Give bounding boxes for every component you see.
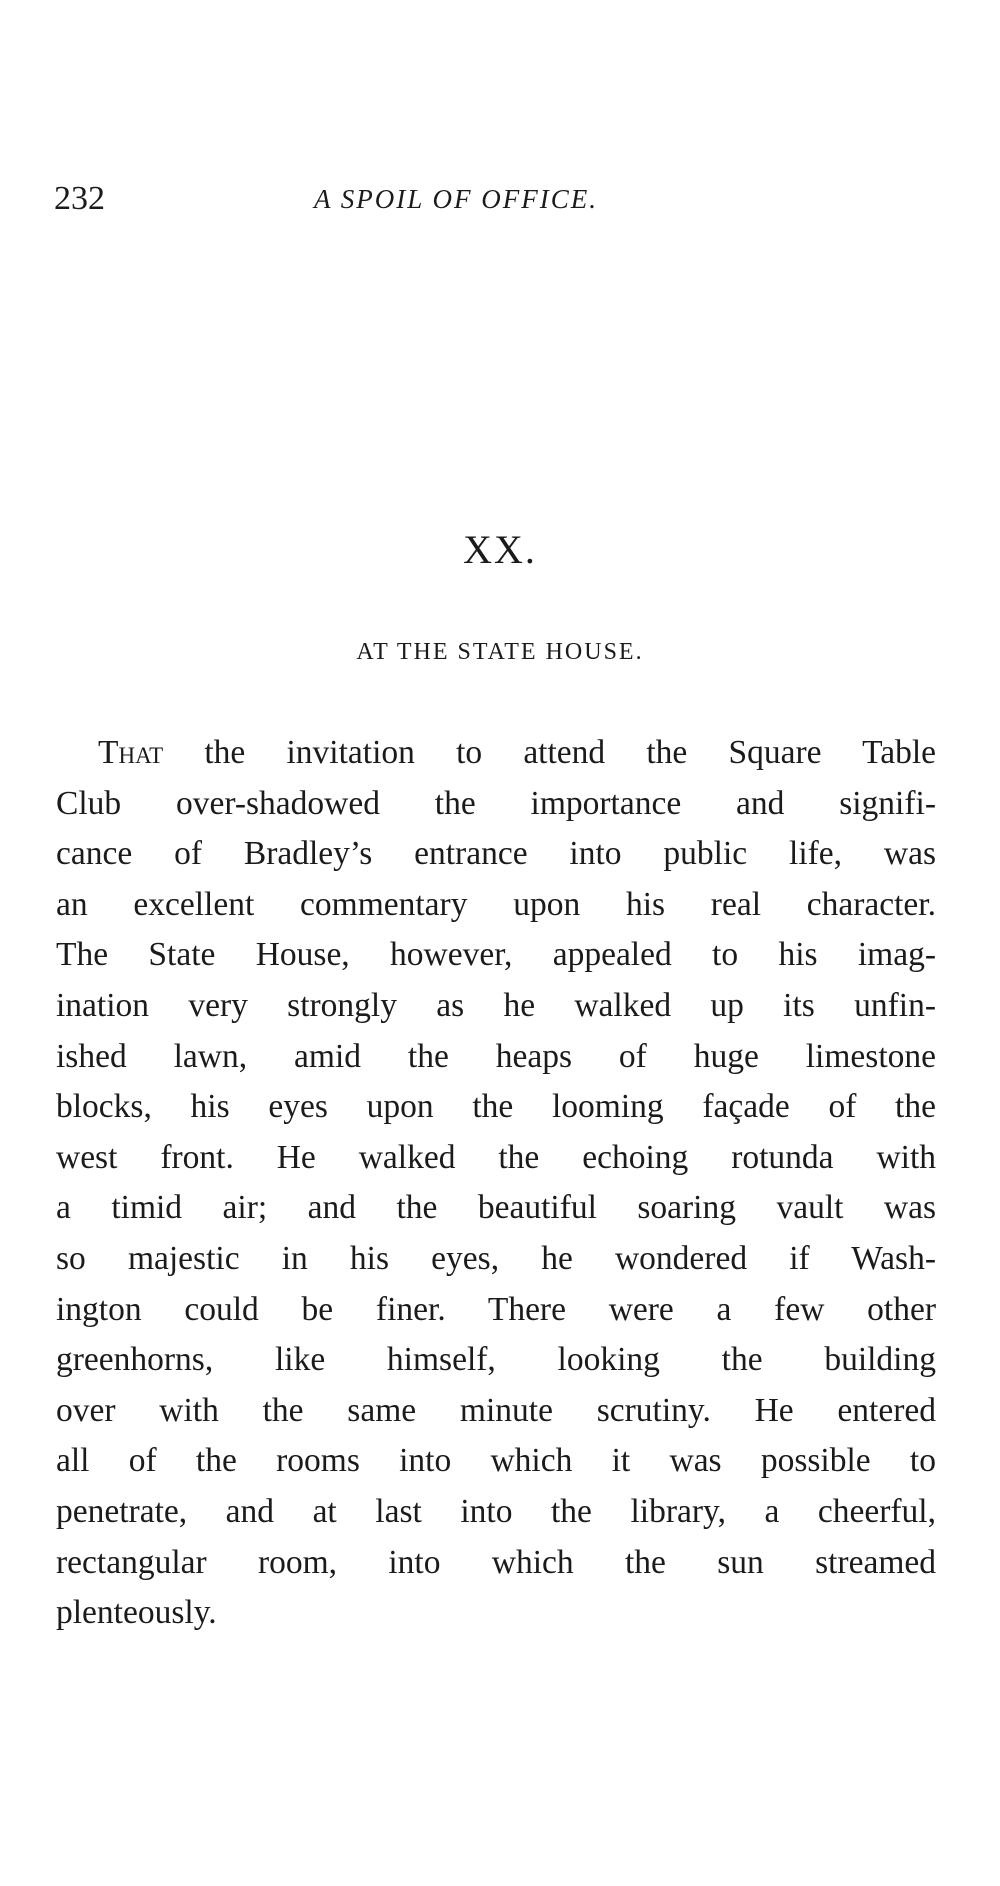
paragraph-line: west front. He walked the echoing rotunda with — [56, 1138, 936, 1176]
paragraph-line: ished lawn, amid the heaps of huge limestone — [56, 1037, 936, 1075]
paragraph-line: an excellent commentary upon his real character. — [56, 885, 936, 923]
line-text: the invitation to attend the Square Table — [163, 734, 936, 771]
paragraph-line: blocks, his eyes upon the looming façade of the — [56, 1088, 936, 1126]
paragraph-line: all of the rooms into which it was possible to — [56, 1442, 936, 1480]
paragraph-line: a timid air; and the beautiful soaring vault was — [56, 1189, 936, 1227]
paragraph-line: so majestic in his eyes, he wondered if Wash- — [56, 1239, 936, 1277]
opening-word: That — [98, 734, 164, 771]
paragraph-line: over with the same minute scrutiny. He entered — [56, 1391, 936, 1429]
paragraph-line: ination very strongly as he walked up its unfin- — [56, 986, 936, 1024]
paragraph-line: rectangular room, into which the sun streamed — [56, 1543, 936, 1581]
running-head: A SPOIL OF OFFICE. — [314, 184, 598, 214]
paragraph-line — [56, 728, 936, 779]
page-number: 232 — [54, 180, 105, 217]
paragraph-line: ington could be finer. There were a few other — [56, 1290, 936, 1328]
paragraph-line: penetrate, and at last into the library, a cheerful, — [56, 1492, 936, 1530]
paragraph-line: The State House, however, appealed to his imag- — [56, 936, 936, 974]
paragraph-line: Club over-shadowed the importance and signifi- — [56, 784, 936, 822]
paragraph-line: plenteously. — [56, 1594, 217, 1632]
chapter-number: XX. — [463, 527, 537, 572]
paragraph-line: cance of Bradley’s entrance into public life, was — [56, 835, 936, 873]
paragraph-line: greenhorns, like himself, looking the building — [56, 1341, 936, 1379]
body-paragraph — [56, 728, 936, 1639]
chapter-title: AT THE STATE HOUSE. — [356, 639, 644, 665]
